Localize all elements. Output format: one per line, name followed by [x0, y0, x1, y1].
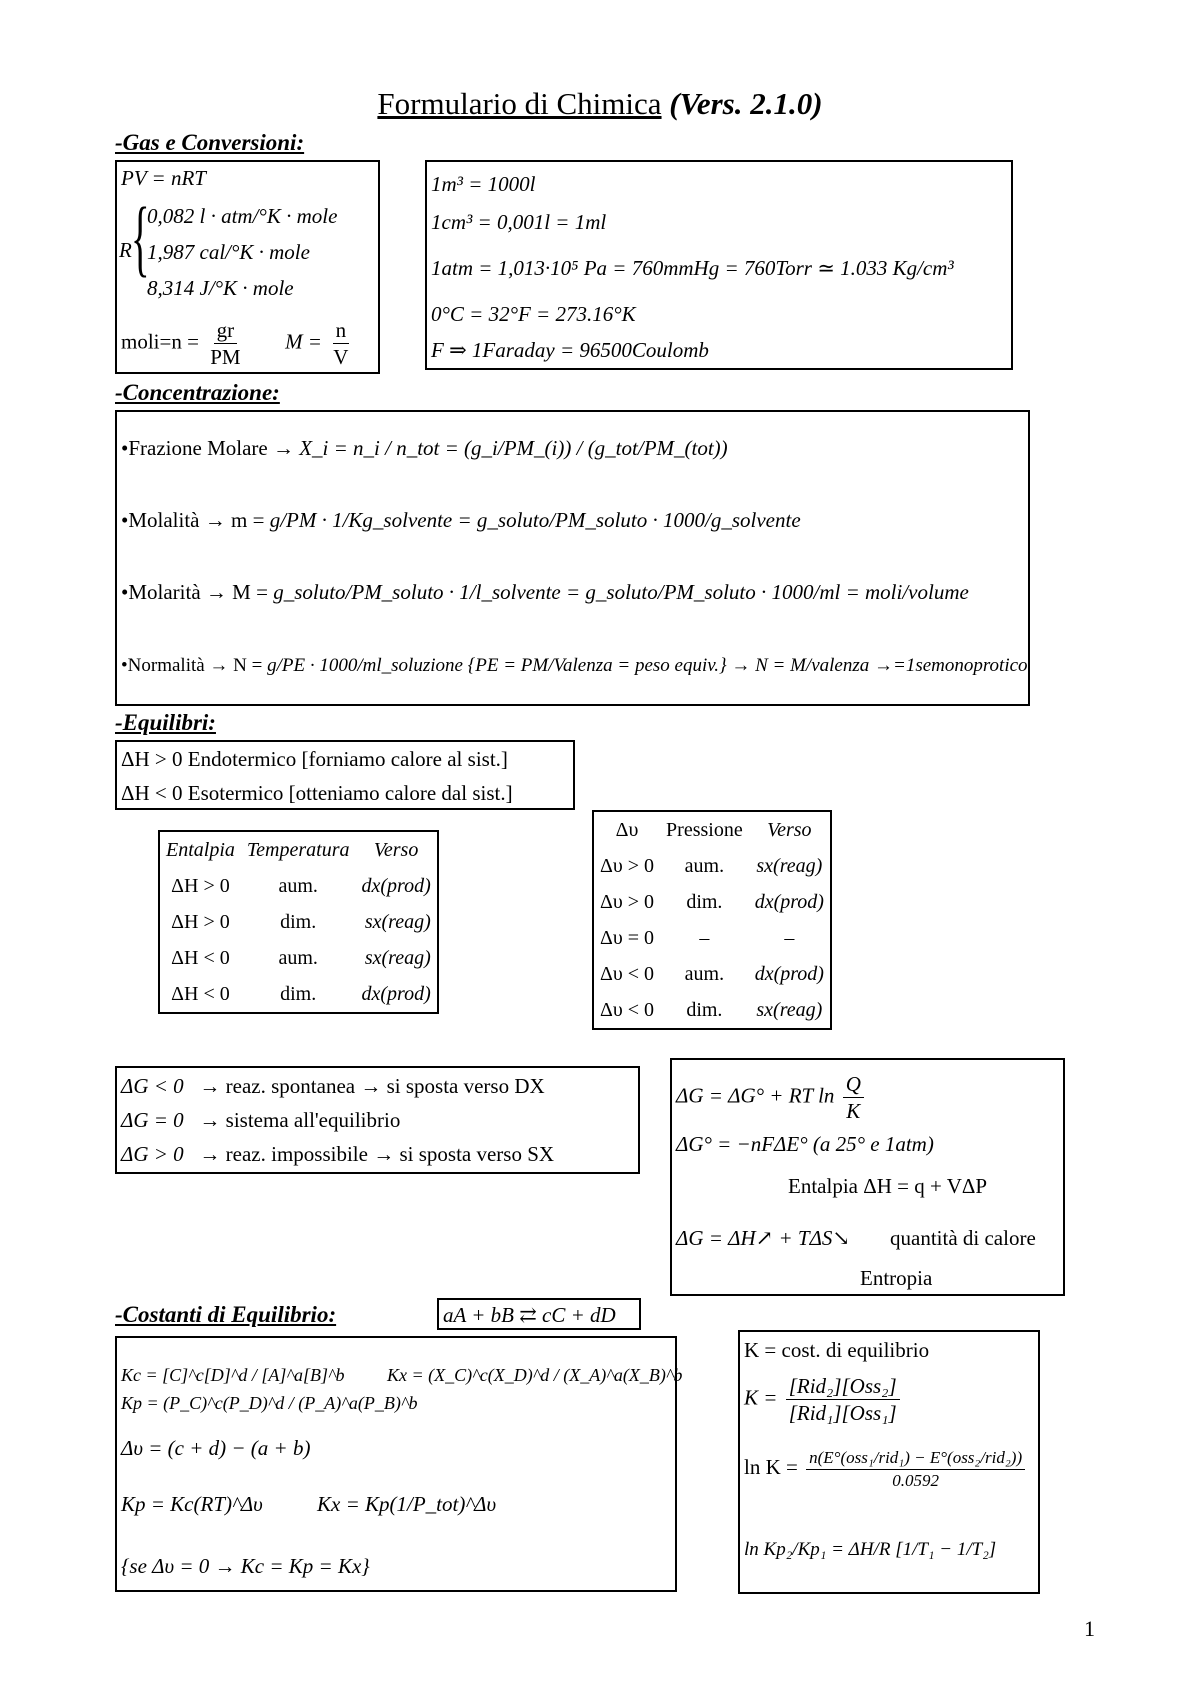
table-row: ΔH < 0 dim. dx(prod) — [171, 982, 431, 1005]
reaction-box — [437, 1298, 641, 1330]
gibbs-q-formula: ΔG = ΔG° + RT ln $\frac{Q}{K}$ — [676, 1072, 867, 1123]
vant-hoff-formula: ln Kp₂/Kp₁ = ΔH/R [1/T₁ − 1/T₂] — [744, 1539, 997, 1560]
gibbs-zero: ΔG = 0 → sistema all'equilibrio — [121, 1108, 401, 1132]
conversions-box — [425, 160, 1013, 370]
enthalpy-box — [115, 740, 575, 810]
conversion-cm3: 1cm³ = 0,001l = 1ml — [431, 210, 607, 234]
redox-box — [738, 1330, 1040, 1594]
gibbs-formulas-box — [670, 1058, 1065, 1296]
kc-formula: Kc = [C]^c[D]^d / [A]^a[B]^b — [121, 1365, 345, 1385]
exothermic-line: ΔH < 0 Esotermico [otteniamo calore dal sist.] — [121, 781, 513, 805]
molarity-formula: •Molarità → M = g_soluto/PM_soluto · 1/l_solvente = g_soluto/PM_soluto · 1000/ml = moli/volume — [121, 580, 969, 604]
entropy-label: Entropia — [860, 1266, 933, 1290]
table-row: Δυ < 0 dim. sx(reag) — [600, 998, 823, 1021]
r-value-3: 8,314 J/°K · mole — [147, 276, 294, 300]
kx-formula: Kx = (X_C)^c(X_D)^d / (X_A)^a(X_B)^b — [387, 1365, 683, 1385]
kx-kp-relation: Kx = Kp(1/P_tot)^Δυ — [317, 1492, 497, 1516]
page-title — [0, 86, 1200, 122]
moli-formula: moli=n = $\frac{gr}{PM}$ M = $\frac{n}{V}$ — [121, 318, 349, 370]
ideal-gas-law: PV = nRT — [121, 166, 206, 190]
gas-box — [115, 160, 380, 374]
r-brace: { — [131, 189, 150, 285]
kp-formula: Kp = (P_C)^c(P_D)^d / (P_A)^a(P_B)^b — [121, 1393, 418, 1413]
k-redox-formula: K = $\frac{\text{[Rid₂][Oss₂]}}{\text{[Rid₁][Oss₁]}}$ — [744, 1374, 903, 1425]
r-value-1: 0,082 l · atm/°K · mole — [147, 204, 338, 228]
page-number: 1 — [1084, 1616, 1095, 1641]
table-header-row: Entalpia Temperatura Verso — [166, 838, 419, 861]
r-label: R — [119, 238, 132, 262]
constants-box — [115, 1336, 683, 1592]
molality-formula: •Molalità → m = g/PM · 1/Kg_solvente = g_soluto/PM_soluto · 1000/g_solvente — [121, 508, 801, 532]
heat-quantity-label: quantità di calore — [890, 1226, 1036, 1250]
section-concentration-heading: -Concentrazione: — [115, 380, 280, 405]
section-gas-heading: -Gas e Conversioni: — [115, 130, 305, 155]
conversion-faraday: F ⇒ 1Faraday = 96500Coulomb — [431, 338, 709, 362]
table-row: ΔH < 0 aum. sx(reag) — [171, 946, 431, 969]
k-definition: K = cost. di equilibrio — [744, 1338, 930, 1362]
endothermic-line: ΔH > 0 Endotermico [forniamo calore al sist.] — [121, 747, 508, 771]
table-header-row: Δυ Pressione Verso — [615, 818, 812, 841]
table-row: Δυ < 0 aum. dx(prod) — [600, 962, 824, 985]
normality-formula: •Normalità → N = g/PE · 1000/ml_soluzione {PE = PM/Valenza = peso equiv.} → N = M/valenza →=1semonoprotico — [121, 655, 1028, 676]
gibbs-positive: ΔG > 0 → reaz. impossibile → si sposta verso SX — [121, 1142, 555, 1166]
conversion-atm: 1atm = 1,013·10⁵ Pa = 760mmHg = 760Torr ≃ 1.033 Kg/cm³ — [431, 256, 954, 280]
enthalpy-table — [158, 830, 439, 1014]
reaction-equation: aA + bB ⇄ cC + dD — [443, 1303, 616, 1327]
conversion-m3: 1m³ = 1000l — [431, 172, 536, 196]
section-equilibria-heading: -Equilibri: — [115, 710, 216, 735]
gibbs-enthalpy-entropy: ΔG = ΔH↗ + TΔS↘ — [676, 1226, 851, 1250]
enthalpy-formula: Entalpia ΔH = q + VΔP — [788, 1174, 988, 1198]
r-value-2: 1,987 cal/°K · mole — [147, 240, 310, 264]
gibbs-sign-box — [115, 1066, 640, 1174]
gibbs-negative: ΔG < 0 → reaz. spontanea → si sposta verso DX — [121, 1074, 545, 1098]
table-row: ΔH > 0 dim. sx(reag) — [171, 910, 431, 933]
concentration-box — [115, 410, 1030, 706]
table-row: Δυ > 0 aum. sx(reag) — [600, 854, 823, 877]
title-version: (Vers. 2.1.0) — [669, 86, 823, 121]
lnk-formula: ln K = $\frac{\text{n(E°(oss₁/rid₁) − E°(oss₂/rid₂))}}{0.0592}$ — [744, 1448, 1028, 1490]
equal-constants-condition: {se Δυ = 0 → Kc = Kp = Kx} — [121, 1554, 370, 1578]
table-row: Δυ > 0 dim. dx(prod) — [600, 890, 824, 913]
table-row: ΔH > 0 aum. dx(prod) — [171, 874, 431, 897]
delta-v-formula: Δυ = (c + d) − (a + b) — [121, 1436, 311, 1460]
section-constants-heading: -Costanti di Equilibrio: — [115, 1302, 337, 1327]
table-row: Δυ = 0 – – — [600, 926, 795, 949]
pressure-table — [592, 810, 832, 1030]
title-main: Formulario di Chimica — [377, 86, 662, 121]
gibbs-standard-formula: ΔG° = −nFΔE° (a 25° e 1atm) — [676, 1132, 934, 1156]
kp-kc-relation: Kp = Kc(RT)^Δυ — [121, 1492, 263, 1516]
conversion-temperature: 0°C = 32°F = 273.16°K — [431, 302, 636, 326]
mole-fraction-formula: •Frazione Molare → X_i = n_i / n_tot = (g_i/PM_(i)) / (g_tot/PM_(tot)) — [121, 436, 728, 460]
